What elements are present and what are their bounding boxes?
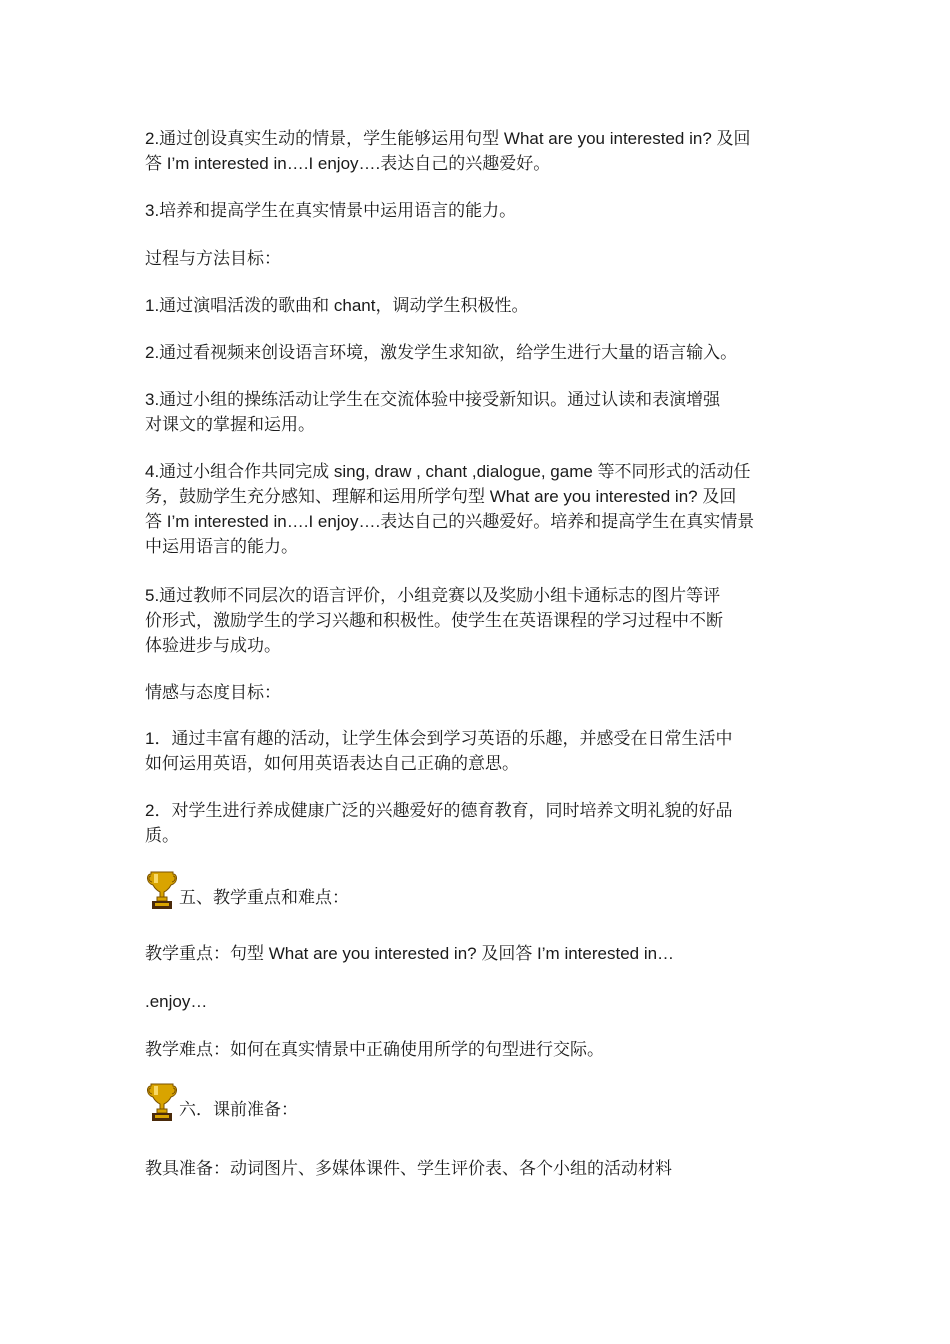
teaching-focus [145,941,810,966]
trophy-icon [145,868,179,912]
process-goal-4 [145,459,810,559]
text-line: 质。 [145,826,179,845]
process-goal-5 [145,583,810,658]
process-goal-2 [145,340,810,365]
trophy-icon [145,1080,179,1124]
text-line: 3.通过小组的操练活动让学生在交流体验中接受新知识。通过认读和表演增强 [145,390,721,409]
text-line: 3.培养和提高学生在真实情景中运用语言的能力。 [145,201,517,220]
text-line: 教具准备：动词图片、多媒体课件、学生评价表、各个小组的活动材料 [145,1159,672,1178]
text-line: 答 I’m interested in….I enjoy….表达自己的兴趣爱好。培养和提高学生在真实情景 [145,512,755,531]
text-line: 1.通过演唱活泼的歌曲和 chant，调动学生积极性。 [145,296,529,315]
knowledge-goal-2 [145,126,810,176]
section-subtitle: 过程与方法目标： [145,249,281,268]
emotion-goals-title [145,680,810,705]
text-line: 体验进步与成功。 [145,636,281,655]
text-line: 4.通过小组合作共同完成 sing, draw , chant ,dialogue, game 等不同形式的活动任 [145,462,751,481]
text-line: 2.通过创设真实生动的情景，学生能够运用句型 What are you interested in? 及回 [145,129,751,148]
text-line: .enjoy… [145,992,208,1011]
text-line: 对课文的掌握和运用。 [145,415,315,434]
section-heading: 五、教学重点和难点： [179,888,349,907]
text-line: 教学难点：如何在真实情景中正确使用所学的句型进行交际。 [145,1040,604,1059]
text-line: 5.通过教师不同层次的语言评价，小组竞赛以及奖励小组卡通标志的图片等评 [145,586,721,605]
section-5-heading [145,868,349,912]
text-line: 2.通过看视频来创设语言环境，激发学生求知欲，给学生进行大量的语言输入。 [145,343,738,362]
knowledge-goal-3 [145,198,810,223]
text-line: 务，鼓励学生充分感知、理解和运用所学句型 What are you interested in? 及回 [145,487,737,506]
emotion-goal-1 [145,726,810,776]
text-line: 答 I’m interested in….I enjoy….表达自己的兴趣爱好。 [145,154,551,173]
process-goals-title [145,246,810,271]
teaching-difficulty [145,1037,810,1062]
section-heading: 六．课前准备： [179,1100,298,1119]
emotion-goal-2 [145,798,810,848]
text-line: 价形式，激励学生的学习兴趣和积极性。使学生在英语课程的学习过程中不断 [145,611,723,630]
section-6-heading [145,1080,298,1124]
teaching-materials [145,1156,810,1181]
process-goal-3 [145,387,810,437]
process-goal-1 [145,293,810,318]
text-line: 如何运用英语，如何用英语表达自己正确的意思。 [145,754,519,773]
text-line: 2．对学生进行养成健康广泛的兴趣爱好的德育教育，同时培养文明礼貌的好品 [145,801,733,820]
teaching-focus-cont [145,989,810,1014]
text-line: 中运用语言的能力。 [145,537,298,556]
section-subtitle: 情感与态度目标： [145,683,281,702]
text-line: 1．通过丰富有趣的活动，让学生体会到学习英语的乐趣，并感受在日常生活中 [145,729,733,748]
text-line: 教学重点：句型 What are you interested in? 及回答 I’m interested in… [145,944,675,963]
